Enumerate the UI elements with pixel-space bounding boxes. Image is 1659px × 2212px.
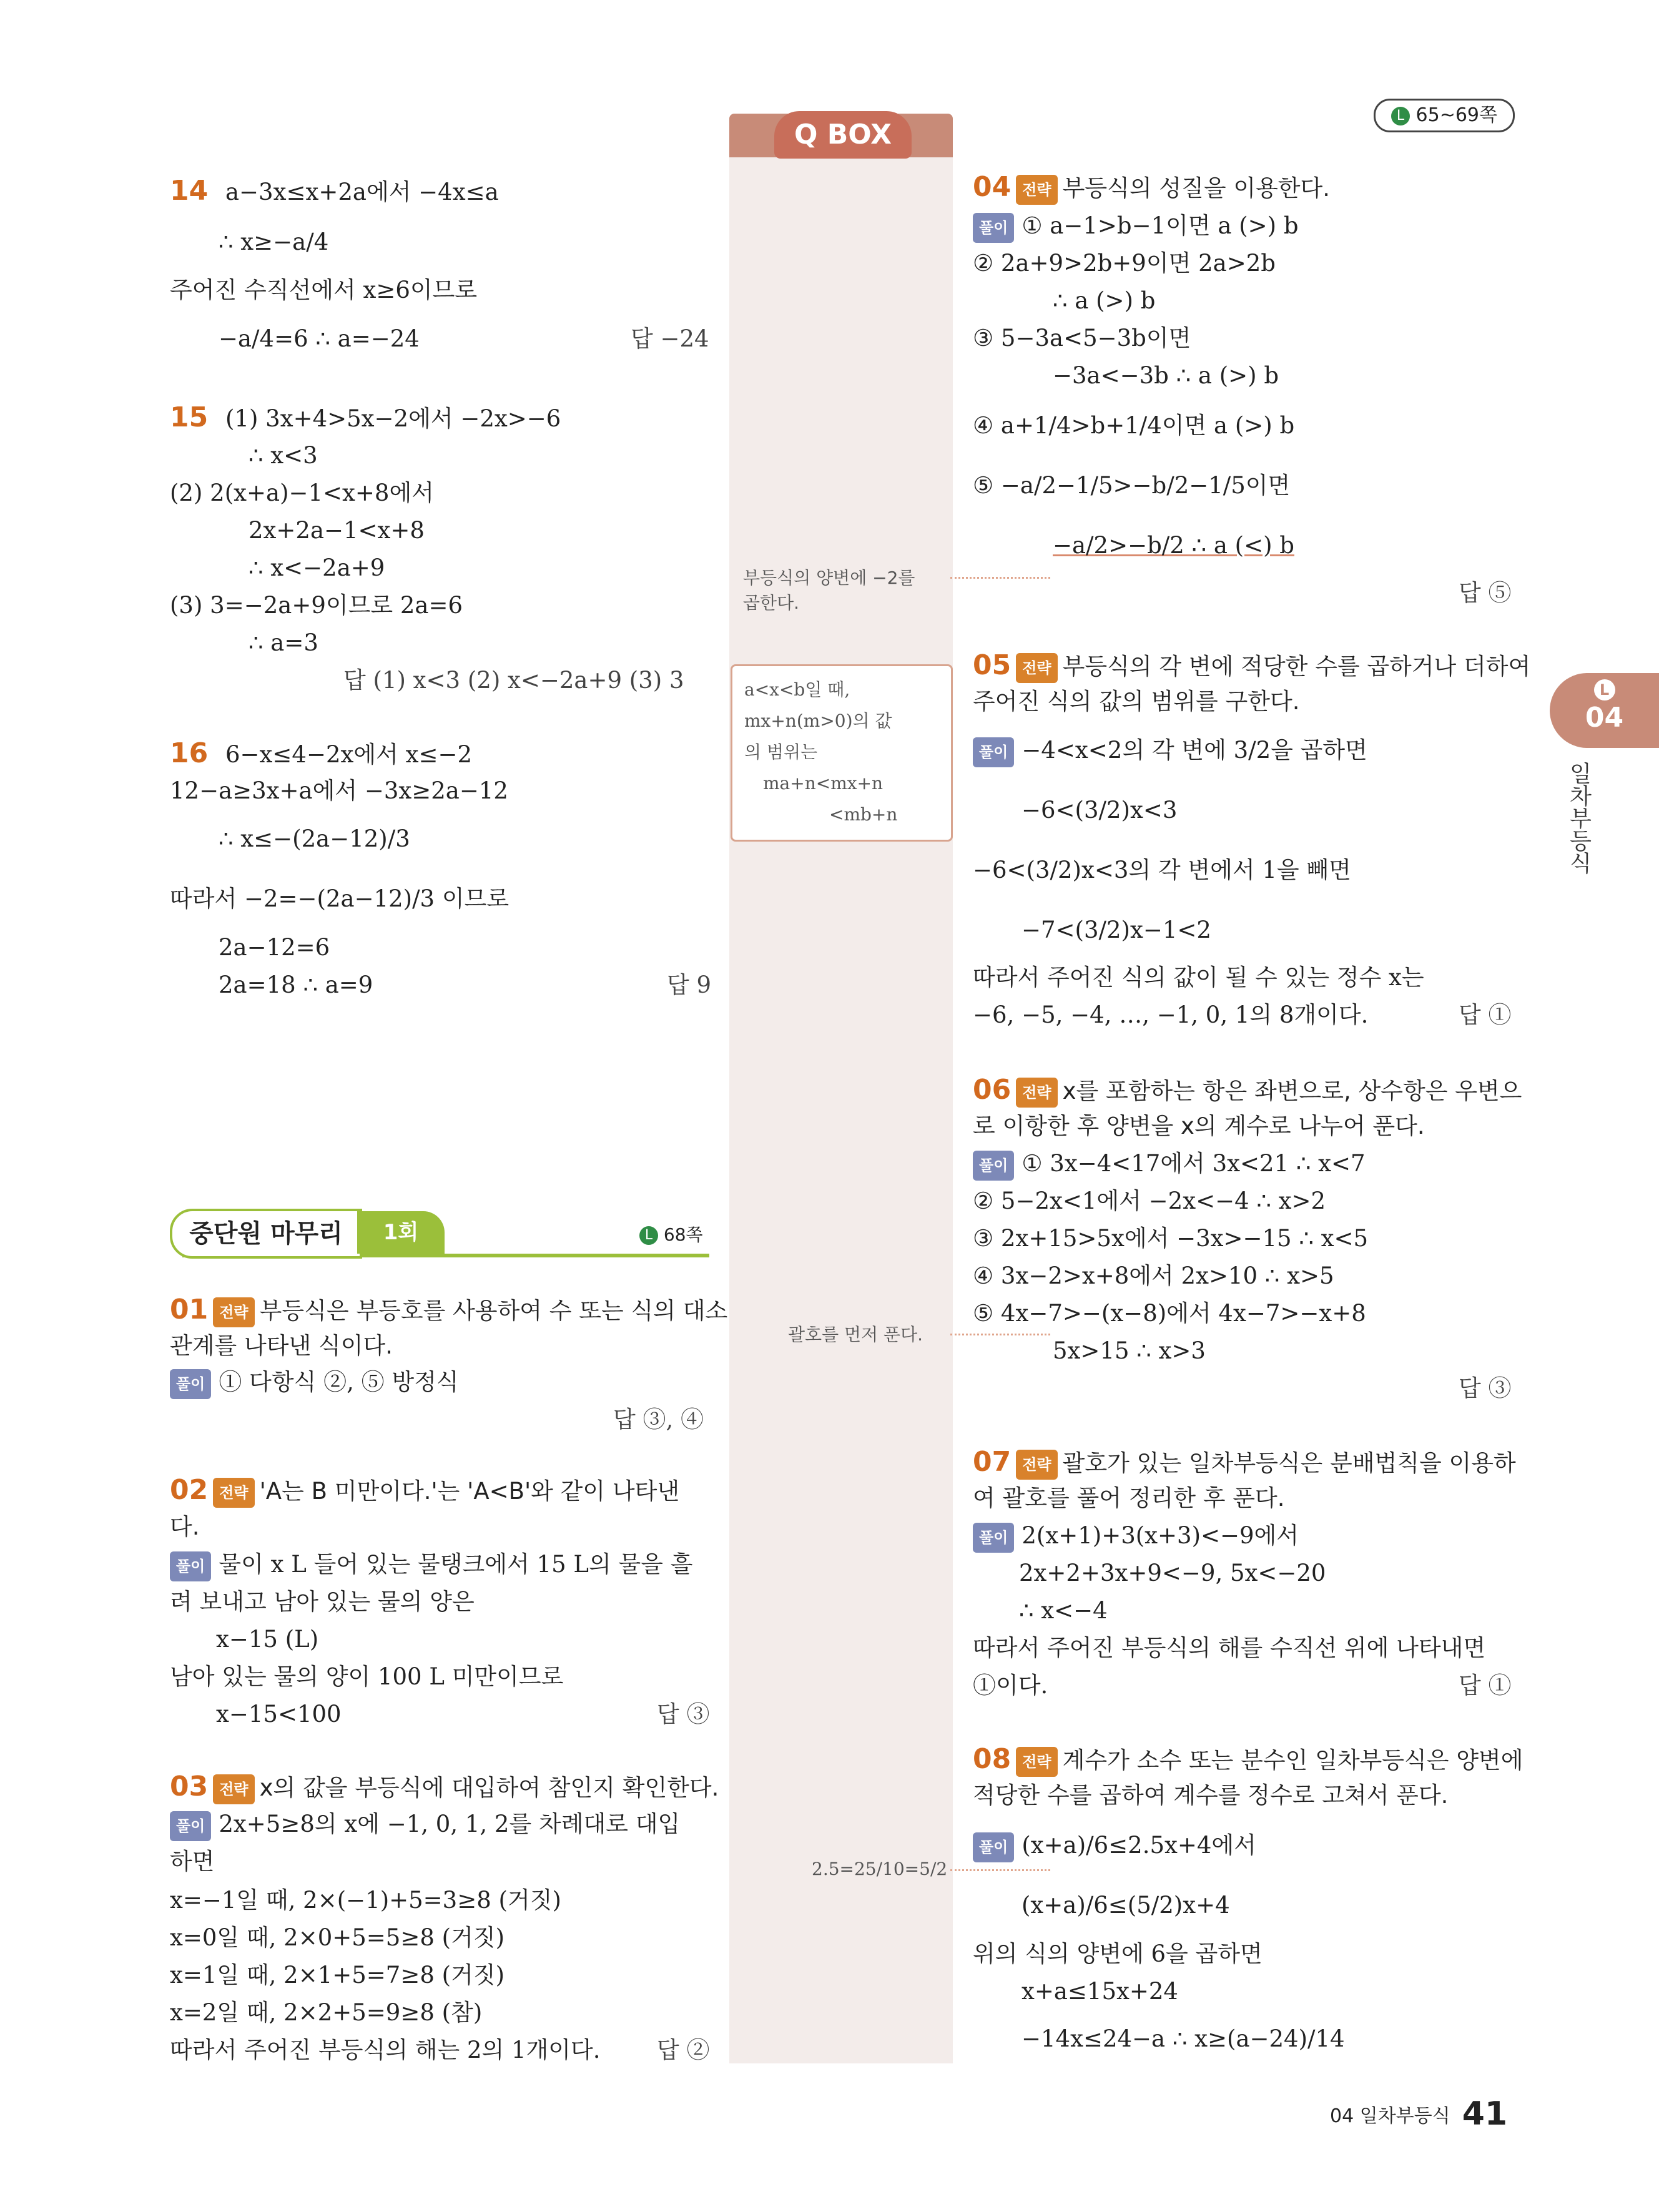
- qbox-column: [729, 156, 953, 2063]
- strategy-text: 로 이항한 후 양변을 x의 계수로 나누어 푼다.: [973, 1113, 1425, 1139]
- text-line: ∴ x≥−a/4: [219, 229, 329, 255]
- qbox-note: [744, 674, 897, 830]
- problem-number: 15: [170, 401, 209, 433]
- note-line: 부등식의 양변에 −2를: [743, 568, 915, 588]
- text-line: ④ a+1/4>b+1/4이면 a (>) b: [973, 412, 1295, 439]
- problem-05: [973, 649, 1531, 683]
- strategy-text: 'A는 B 미만이다.'는 'A<B'와 같이 나타낸: [259, 1478, 680, 1505]
- solution-line: [973, 1832, 1256, 1862]
- problem-03: [170, 1773, 719, 1804]
- solution-line: [170, 1369, 459, 1399]
- text-line: −3a<−3b ∴ a (>) b: [1053, 362, 1279, 389]
- strategy-text: 괄호가 있는 일차부등식은 분배법칙을 이용하: [1062, 1450, 1516, 1477]
- text-line: ⑤ −a/2−1/5>−b/2−1/5이면: [973, 472, 1291, 499]
- section-round: 1회: [357, 1211, 445, 1254]
- text-line: x=2일 때, 2×2+5=9≥8 (참): [170, 1999, 483, 2026]
- text-line: −6, −5, −4, …, −1, 0, 1의 8개이다.: [973, 1001, 1369, 1028]
- solution-text: (x+a)/6≤2.5x+4에서: [1021, 1832, 1256, 1859]
- problem-number: 14: [170, 175, 209, 207]
- solution-line: [170, 1811, 680, 1841]
- strategy-tag: 전략: [213, 1478, 254, 1508]
- problem-number: 05: [973, 649, 1012, 681]
- text-line: (2) 2(x+a)−1<x+8에서: [170, 479, 434, 506]
- text-line: a−3x≤x+2a에서 −4x≤a: [225, 179, 499, 205]
- text-line: ③ 5−3a<5−3b이면: [973, 325, 1191, 351]
- qbox-note: [743, 566, 915, 616]
- text-line: 12−a≥3x+a에서 −3x≥2a−12: [170, 777, 508, 804]
- text-line: (3) 3=−2a+9이므로 2a=6: [170, 592, 463, 619]
- note-line: ma+n<mx+n: [763, 773, 884, 794]
- strategy-text: x를 포함하는 항은 좌변으로, 상수항은 우변으: [1062, 1078, 1522, 1104]
- problem-14: [170, 177, 499, 206]
- problem-06: [973, 1076, 1522, 1108]
- text-line: ∴ a (>) b: [1053, 287, 1156, 314]
- text-line: ∴ x≤−(2a−12)/3: [219, 825, 410, 852]
- solution-text: 2x+5≥8의 x에 −1, 0, 1, 2를 차례대로 대입: [219, 1811, 681, 1837]
- strategy-tag: 전략: [1016, 1747, 1057, 1777]
- solution-line: [973, 737, 1367, 767]
- solution-line: [973, 1522, 1299, 1553]
- text-line: (x+a)/6≤(5/2)x+4: [1021, 1892, 1230, 1919]
- answer: 답 −24: [631, 325, 709, 352]
- section-title: 중단원 마무리: [170, 1209, 362, 1259]
- problem-15: [170, 401, 561, 433]
- text-line: 6−x≤4−2x에서 x≤−2: [225, 741, 473, 768]
- text-line: 따라서 주어진 식의 값이 될 수 있는 정수 x는: [973, 964, 1424, 991]
- text-line: x−15<100: [216, 1701, 342, 1728]
- note-line: 곱한다.: [743, 592, 800, 613]
- text-line: 하면: [170, 1848, 215, 1875]
- problem-number: 08: [973, 1743, 1012, 1775]
- solution-text: 2(x+1)+3(x+3)<−9에서: [1021, 1522, 1299, 1549]
- text-line: 2x+2+3x+9<−9, 5x<−20: [1019, 1560, 1326, 1586]
- answer: 답 ③: [1459, 1375, 1512, 1402]
- text-line: 위의 식의 양변에 6을 곱하면: [973, 1940, 1263, 1967]
- answer: 답 ①: [1459, 1001, 1512, 1028]
- answer: 답 ③, ④: [613, 1406, 704, 1433]
- solution-tag: 풀이: [973, 1832, 1014, 1862]
- footer-chapter: 04 일차부등식: [1330, 2105, 1450, 2127]
- text-line: ∴ x<3: [249, 442, 318, 469]
- note-leader: [950, 1334, 1050, 1335]
- solution-text: ① 다항식 ②, ⑤ 방정식: [219, 1369, 459, 1395]
- text-line: x+a≤15x+24: [1021, 1978, 1178, 2005]
- note-line: mx+n(m>0)의 값: [744, 710, 892, 731]
- solution-tag: 풀이: [973, 737, 1014, 767]
- strategy-text: 부등식의 각 변에 적당한 수를 곱하거나 더하여: [1062, 653, 1531, 680]
- leaf-icon: L: [1391, 107, 1410, 125]
- strategy-text: x의 값을 부등식에 대입하여 참인지 확인한다.: [259, 1774, 719, 1801]
- text-line: 주어진 수직선에서 x≥6이므로: [170, 277, 478, 303]
- answer: 답 9: [667, 971, 712, 998]
- text-line: ∴ x<−2a+9: [249, 554, 385, 581]
- text-line: 5x>15 ∴ x>3: [1053, 1337, 1206, 1364]
- qbox-note: 괄호를 먼저 푼다.: [788, 1324, 923, 1345]
- solution-tag: 풀이: [170, 1811, 211, 1841]
- text-line: −a/2>−b/2 ∴ a (<) b: [1053, 532, 1294, 559]
- solution-tag: 풀이: [973, 1523, 1014, 1553]
- problem-number: 03: [170, 1771, 209, 1802]
- problem-number: 07: [973, 1446, 1012, 1478]
- problem-number: 06: [973, 1074, 1012, 1106]
- problem-07: [973, 1448, 1516, 1480]
- problem-number: 04: [973, 171, 1012, 203]
- text-line: −a/4=6 ∴ a=−24: [219, 325, 420, 352]
- text-line: ∴ x<−4: [1019, 1597, 1108, 1624]
- strategy-text: 여 괄호를 풀어 정리한 후 푼다.: [973, 1485, 1285, 1512]
- strategy-text: 부등식의 성질을 이용한다.: [1062, 175, 1331, 202]
- chapter-number: 04: [1585, 702, 1624, 734]
- solution-line: [170, 1551, 692, 1581]
- section-ref-text: 68쪽: [663, 1224, 703, 1245]
- strategy-tag: 전략: [213, 1774, 254, 1804]
- answer: 답 ①: [1459, 1672, 1512, 1699]
- note-leader: [950, 1869, 1050, 1871]
- text-line: −6<(3/2)x<3: [1021, 797, 1178, 823]
- text-line: ∴ a=3: [249, 629, 318, 656]
- note-line: <mb+n: [829, 804, 898, 825]
- text-line: 따라서 주어진 부등식의 해를 수직선 위에 나타내면: [973, 1634, 1486, 1661]
- problem-04: [973, 171, 1331, 205]
- qbox-label: Q BOX: [774, 111, 912, 159]
- text-line: −6<(3/2)x<3의 각 변에서 1을 빼면: [973, 857, 1351, 883]
- strategy-tag: 전략: [1016, 1078, 1057, 1108]
- leaf-icon: L: [639, 1226, 658, 1245]
- solution-text: 물이 x L 들어 있는 물탱크에서 15 L의 물을 흘: [219, 1551, 693, 1578]
- solution-tag: 풀이: [973, 1151, 1014, 1181]
- problem-16: [170, 737, 473, 769]
- chapter-side-tab: [1550, 673, 1659, 748]
- text-line: 2a−12=6: [219, 934, 330, 961]
- solution-text: ① a−1>b−1이면 a (>) b: [1021, 212, 1299, 239]
- strategy-tag: 전략: [1016, 175, 1057, 205]
- solution-tag: 풀이: [170, 1369, 211, 1399]
- strategy-text: 부등식은 부등호를 사용하여 수 또는 식의 대소: [259, 1297, 728, 1324]
- strategy-text: 계수가 소수 또는 분수인 일차부등식은 양변에: [1062, 1747, 1524, 1774]
- text-line: ② 2a+9>2b+9이면 2a>2b: [973, 250, 1276, 277]
- solution-text: −4<x<2의 각 변에 3/2을 곱하면: [1021, 737, 1367, 764]
- problem-number: 02: [170, 1474, 209, 1506]
- text-line: x=1일 때, 2×1+5=7≥8 (거짓): [170, 1962, 505, 1988]
- text-line: −14x≤24−a ∴ x≥(a−24)/14: [1021, 2025, 1345, 2052]
- answer: 답 ③: [657, 1701, 710, 1728]
- problem-01: [170, 1296, 727, 1327]
- strategy-text: 주어진 식의 값의 범위를 구한다.: [973, 688, 1300, 715]
- text-line: 려 보내고 남아 있는 물의 양은: [170, 1588, 475, 1615]
- note-leader: [950, 577, 1050, 579]
- note-line: 의 범위는: [744, 742, 818, 762]
- text-line: 2a=18 ∴ a=9: [219, 971, 373, 998]
- page-number: 41: [1462, 2095, 1508, 2133]
- text-line: ⑤ 4x−7>−(x−8)에서 4x−7>−x+8: [973, 1300, 1366, 1327]
- text-line: 따라서 −2=−(2a−12)/3 이므로: [170, 885, 510, 912]
- problem-number: 16: [170, 737, 209, 769]
- answer: 답 ②: [657, 2037, 710, 2063]
- text-line: ② 5−2x<1에서 −2x<−4 ∴ x>2: [973, 1187, 1326, 1214]
- page-range-badge: [1374, 99, 1515, 132]
- note-line: a<x<b일 때,: [744, 679, 850, 700]
- strategy-tag: 전략: [1016, 653, 1057, 683]
- answer: 답 (1) x<3 (2) x<−2a+9 (3) 3: [343, 667, 684, 694]
- solution-line: [973, 1150, 1366, 1181]
- text-line: −7<(3/2)x−1<2: [1021, 917, 1211, 943]
- text-line: x−15 (L): [216, 1626, 319, 1653]
- leaf-icon: L: [1594, 679, 1615, 700]
- chapter-side-text: 일차부등식: [1566, 762, 1592, 874]
- strategy-text: 관계를 나타낸 식이다.: [170, 1332, 393, 1359]
- answer: 답 ⑤: [1459, 579, 1512, 606]
- strategy-tag: 전략: [1016, 1450, 1057, 1480]
- qbox-note: 2.5=25/10=5/2: [812, 1859, 948, 1879]
- text-line: (1) 3x+4>5x−2에서 −2x>−6: [225, 405, 561, 432]
- strategy-text: 다.: [170, 1513, 200, 1540]
- solution-line: [973, 212, 1299, 243]
- text-line: x=0일 때, 2×0+5=5≥8 (거짓): [170, 1924, 505, 1951]
- solution-tag: 풀이: [973, 213, 1014, 243]
- page-range-text: 65~69쪽: [1415, 104, 1497, 126]
- text-line: ①이다.: [973, 1672, 1048, 1699]
- text-line: ④ 3x−2>x+8에서 2x>10 ∴ x>5: [973, 1262, 1334, 1289]
- section-banner: [170, 1209, 709, 1260]
- strategy-text: 적당한 수를 곱하여 계수를 정수로 고쳐서 푼다.: [973, 1782, 1449, 1809]
- page-footer: [1330, 2095, 1507, 2133]
- problem-08: [973, 1743, 1524, 1777]
- problem-number: 01: [170, 1294, 209, 1325]
- strategy-tag: 전략: [213, 1297, 254, 1327]
- solution-text: ① 3x−4<17에서 3x<21 ∴ x<7: [1021, 1150, 1366, 1177]
- text-line: 따라서 주어진 부등식의 해는 2의 1개이다.: [170, 2037, 601, 2063]
- text-line: x=−1일 때, 2×(−1)+5=3≥8 (거짓): [170, 1887, 561, 1914]
- text-line: 남아 있는 물의 양이 100 L 미만이므로: [170, 1663, 564, 1690]
- text-line: ③ 2x+15>5x에서 −3x>−15 ∴ x<5: [973, 1225, 1369, 1252]
- section-ref: [639, 1222, 703, 1247]
- solution-tag: 풀이: [170, 1551, 211, 1581]
- text-line: 2x+2a−1<x+8: [249, 517, 425, 544]
- problem-02: [170, 1474, 680, 1508]
